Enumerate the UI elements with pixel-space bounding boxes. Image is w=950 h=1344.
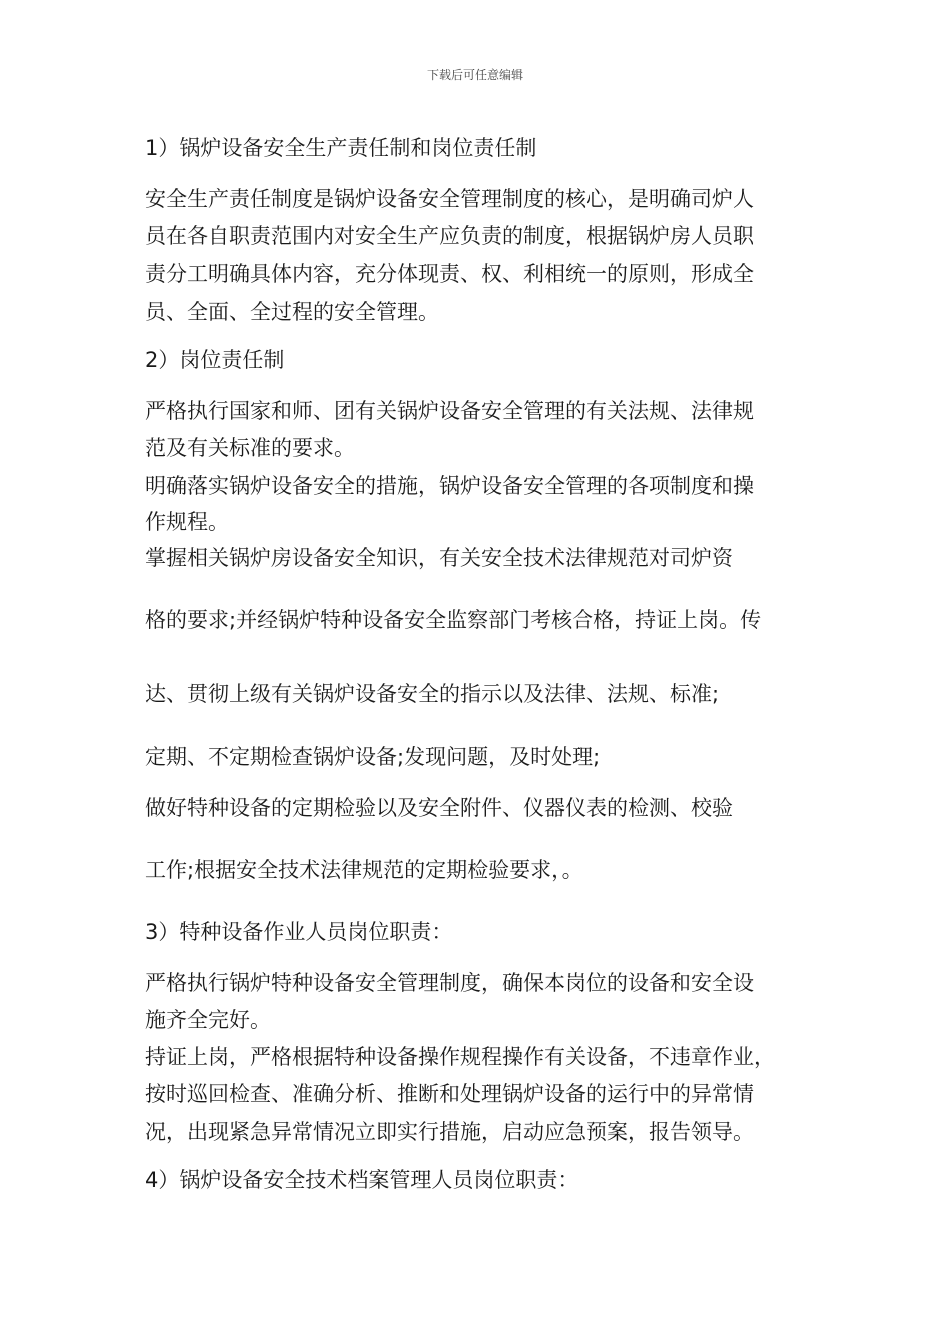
paragraph-line: 格的要求;并经锅炉特种设备安全监察部门考核合格，持证上岗。传 xyxy=(145,608,762,632)
paragraph-line: 严格执行国家和师、团有关锅炉设备安全管理的有关法规、法律规 xyxy=(145,399,754,423)
paragraph-line: 安全生产责任制度是锅炉设备安全管理制度的核心，是明确司炉人 xyxy=(145,187,754,211)
heading-4: 4）锅炉设备安全技术档案管理人员岗位职责： xyxy=(145,1168,579,1192)
page-header: 下载后可任意编辑 xyxy=(426,68,523,82)
paragraph-line: 况，出现紧急异常情况立即实行措施，启动应急预案，报告领导。 xyxy=(145,1120,754,1144)
paragraph-line: 员、全面、全过程的安全管理。 xyxy=(145,300,439,324)
paragraph-line: 员在各自职责范围内对安全生产应负责的制度，根据锅炉房人员职 xyxy=(145,224,754,248)
paragraph-line: 施齐全完好。 xyxy=(145,1008,271,1032)
paragraph-line: 明确落实锅炉设备安全的措施，锅炉设备安全管理的各项制度和操 xyxy=(145,474,754,498)
paragraph-line: 严格执行锅炉特种设备安全管理制度，确保本岗位的设备和安全设 xyxy=(145,971,754,995)
paragraph-line: 按时巡回检查、准确分析、推断和处理锅炉设备的运行中的异常情 xyxy=(145,1082,754,1106)
paragraph-line: 做好特种设备的定期检验以及安全附件、仪器仪表的检测、校验 xyxy=(145,796,733,820)
paragraph-line: 范及有关标准的要求。 xyxy=(145,436,355,460)
paragraph-line: 工作;根据安全技术法律规范的定期检验要求，。 xyxy=(145,858,583,882)
heading-1: 1）锅炉设备安全生产责任制和岗位责任制 xyxy=(145,136,537,160)
paragraph-line: 作规程。 xyxy=(145,510,229,534)
paragraph-line: 责分工明确具体内容，充分体现责、权、利相统一的原则，形成全 xyxy=(145,262,754,286)
paragraph-line: 掌握相关锅炉房设备安全知识，有关安全技术法律规范对司炉资 xyxy=(145,546,733,570)
paragraph-line: 达、贯彻上级有关锅炉设备安全的指示以及法律、法规、标准; xyxy=(145,682,720,706)
paragraph-line: 持证上岗，严格根据特种设备操作规程操作有关设备，不违章作业， xyxy=(145,1045,775,1069)
heading-2: 2）岗位责任制 xyxy=(145,348,285,372)
heading-3: 3）特种设备作业人员岗位职责： xyxy=(145,920,453,944)
paragraph-line: 定期、不定期检查锅炉设备;发现问题，及时处理; xyxy=(145,745,601,769)
